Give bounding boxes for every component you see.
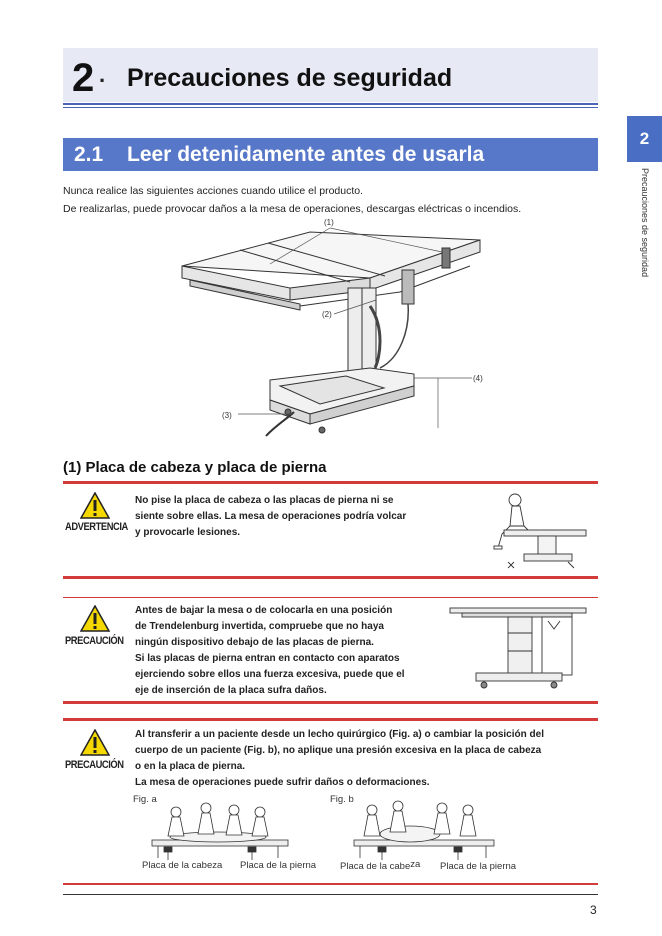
warning-bottom-rule	[63, 576, 598, 579]
caution-text: Antes de bajar la mesa o de colocarla en una posición de Trendelenburg invertida, compruebe que no haya ningún dispositivo debajo de las placas de pierna. Si las placas de pierna entran en contacto con aparatos ejerciendo sobre ellos una fuerza excesiva, puede que el eje de inserción de la placa sufra daños.	[135, 605, 405, 696]
caution2-bottom-rule	[63, 883, 598, 885]
subheading-number: (1)	[63, 459, 82, 476]
caution2-text: Al transferir a un paciente desde un lecho quirúrgico (Fig. a) o cambiar la posición del cuerpo de un paciente (Fig. b), no aplique una presión excesiva en la placa de cabeza o en la placa de pierna. La mesa de operaciones puede sufrir daños o deformaciones.	[135, 729, 544, 788]
fig-b-reposition-illustration	[350, 800, 500, 862]
subheading-title: Placa de cabeza y placa de pierna	[85, 459, 327, 476]
footer-rule	[63, 894, 598, 895]
fig-a-title: Fig. a	[133, 794, 157, 805]
warning-triangle-icon	[80, 492, 110, 519]
intro-line-1: Nunca realice las siguientes acciones cuando utilice el producto.	[63, 185, 364, 197]
subheading	[63, 459, 326, 476]
person-sitting-on-plate-illustration	[488, 490, 588, 572]
fig-b-head-label: Placa de la cabeza	[340, 859, 421, 872]
callout-1: (1)	[324, 218, 334, 227]
callout-2: (2)	[322, 310, 332, 319]
fig-b-title: Fig. b	[330, 794, 354, 805]
chapter-title: Precauciones de seguridad	[127, 64, 453, 92]
section-title: Leer detenidamente antes de usarla	[127, 143, 485, 166]
chapter-rule-thin	[63, 107, 598, 108]
warning-top-rule	[63, 481, 598, 484]
table-lowered-illustration	[448, 603, 588, 693]
chapter-dot: .	[99, 62, 106, 87]
fig-b-leg-label: Placa de la pierna	[440, 861, 517, 872]
side-tab-number[interactable]: 2	[627, 116, 662, 162]
section-number: 2.1	[74, 143, 104, 166]
warning-label: ADVERTENCIA	[65, 521, 128, 533]
caution-top-rule	[63, 597, 598, 598]
callout-4: (4)	[473, 374, 483, 383]
caution2-label: PRECAUCIÓN	[65, 759, 124, 771]
intro-line-2: De realizarlas, puede provocar daños a la mesa de operaciones, descargas eléctricas o incendios.	[63, 203, 522, 215]
fig-a-leg-label: Placa de la pierna	[240, 860, 317, 871]
caution-label: PRECAUCIÓN	[65, 635, 124, 647]
fig-a-head-label: Placa de la cabeza	[142, 860, 223, 871]
caution2-triangle-icon	[80, 729, 110, 756]
chapter-rule	[63, 103, 598, 105]
caution-triangle-icon	[80, 605, 110, 632]
operating-table-illustration	[170, 218, 490, 440]
caution-bottom-rule	[63, 701, 598, 704]
chapter-number: 2	[72, 56, 95, 100]
warning-text: No pise la placa de cabeza o las placas de pierna ni se siente sobre ellas. La mesa de operaciones podría volcar y provocarle lesiones.	[135, 495, 407, 538]
side-tab-text: Precauciones de seguridad	[640, 168, 650, 278]
page-number: 3	[590, 903, 597, 917]
caution2-top-rule	[63, 718, 598, 721]
fig-a-transfer-illustration	[148, 800, 293, 862]
callout-3: (3)	[222, 411, 232, 420]
